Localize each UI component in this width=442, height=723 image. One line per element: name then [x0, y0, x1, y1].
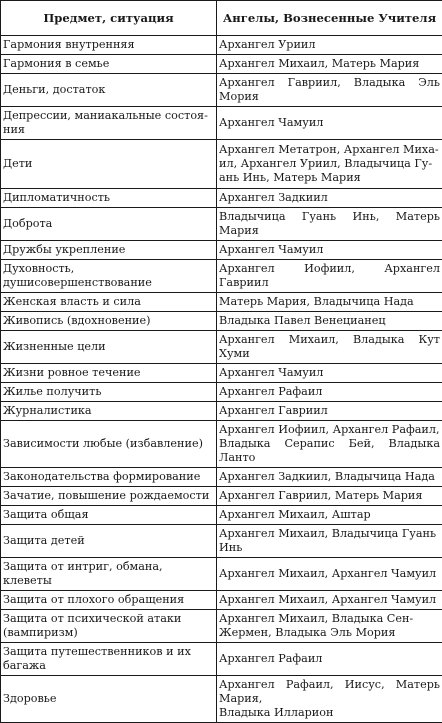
table-row: [1, 140, 442, 189]
topic-cell: [1, 525, 217, 558]
helpers-text: Архангел Михаил, Матерь Мария: [219, 57, 440, 71]
table-row: [1, 525, 442, 558]
topic-text: Дети: [3, 157, 214, 171]
topic-cell: [1, 331, 217, 364]
table-row: [1, 107, 442, 140]
topic-cell: [1, 421, 217, 468]
helpers-cell: [217, 140, 442, 189]
topic-text: Защита от плохого обращения: [3, 593, 214, 607]
table-row: [1, 260, 442, 293]
topic-text: Здоровье: [3, 692, 214, 706]
topic-text: Жизни ровное течение: [3, 366, 214, 380]
helpers-cell: [217, 610, 442, 643]
helpers-cell: [217, 107, 442, 140]
topic-text: Законодательства формирование: [3, 470, 214, 484]
topic-text: Живопись (вдохновение): [3, 314, 214, 328]
topic-cell: [1, 591, 217, 610]
helpers-text: Архангел Рафаил: [219, 652, 440, 666]
table-row: [1, 55, 442, 74]
topic-text: Гармония внутренняя: [3, 38, 214, 52]
table-row: [1, 558, 442, 591]
table-row: [1, 421, 442, 468]
topic-text: Защита путешественников и их багажа: [3, 645, 214, 673]
topic-text: Деньги, достаток: [3, 83, 214, 97]
table-row: [1, 293, 442, 312]
topic-cell: [1, 241, 217, 260]
topic-text: Зависимости любые (избавление): [3, 437, 214, 451]
helpers-text: Архангел Михаил, Владычица Гуань Инь: [219, 527, 440, 555]
topic-cell: [1, 36, 217, 55]
topic-text: Дружбы укрепление: [3, 243, 214, 257]
table-row: [1, 189, 442, 208]
topic-text: Зачатие, повышение рождаемости: [3, 489, 214, 503]
topic-cell: [1, 189, 217, 208]
topic-text: Дипломатичность: [3, 191, 214, 205]
table-row: [1, 591, 442, 610]
helpers-text: Архангел Задкиил: [219, 191, 440, 205]
helpers-text: Архангел Гавриил, Владыка Эль Мория: [219, 76, 440, 104]
helpers-text: Архангел Рафаил: [219, 385, 440, 399]
helpers-cell: [217, 36, 442, 55]
helpers-text: Матерь Мария, Владычица Нада: [219, 295, 440, 309]
topic-text: Защита детей: [3, 534, 214, 548]
topic-cell: [1, 643, 217, 676]
table-row: [1, 312, 442, 331]
table-row: [1, 610, 442, 643]
helpers-text: Архангел Гавриил, Матерь Мария: [219, 489, 440, 503]
helpers-cell: [217, 55, 442, 74]
table-row: [1, 643, 442, 676]
topic-cell: [1, 487, 217, 506]
table-row: [1, 468, 442, 487]
table-row: [1, 241, 442, 260]
header-helpers: Ангелы, Вознесенные Учителя: [217, 1, 442, 36]
helpers-cell: [217, 643, 442, 676]
helpers-cell: [217, 241, 442, 260]
header-row: [1, 1, 442, 36]
helpers-cell: [217, 468, 442, 487]
helpers-cell: [217, 487, 442, 506]
table-row: [1, 74, 442, 107]
topic-cell: [1, 383, 217, 402]
topic-cell: [1, 74, 217, 107]
table-row: [1, 676, 442, 723]
topic-cell: [1, 107, 217, 140]
helpers-cell: [217, 260, 442, 293]
helpers-text: Архангел Михаил, Архангел Чамуил: [219, 567, 440, 581]
helpers-text: Архангел Иофиил, Архангел Гавриил: [219, 262, 440, 290]
helpers-text: Архангел Михаил, Владыка Кут Хуми: [219, 333, 440, 361]
topic-text: Жизненные цели: [3, 340, 214, 354]
table-row: [1, 208, 442, 241]
topic-cell: [1, 364, 217, 383]
helpers-cell: [217, 558, 442, 591]
helpers-cell: [217, 208, 442, 241]
topic-text: Духовность, душисовершенствование: [3, 262, 214, 290]
topic-cell: [1, 140, 217, 189]
helpers-cell: [217, 525, 442, 558]
helpers-text: Архангел Чамуил: [219, 243, 440, 257]
helpers-cell: [217, 506, 442, 525]
helpers-text: Архангел Иофиил, Архангел Рафаил, Владыка Серапис Бей, Владыка Ланто: [219, 423, 440, 465]
topic-text: Женская власть и сила: [3, 295, 214, 309]
helpers-text: Владычица Гуань Инь, Матерь Мария: [219, 210, 440, 238]
topic-text: Защита от психической атаки (вампиризм): [3, 612, 214, 640]
topic-cell: [1, 402, 217, 421]
helpers-cell: [217, 312, 442, 331]
helpers-text: Архангел Чамуил: [219, 366, 440, 380]
topic-cell: [1, 55, 217, 74]
table-row: [1, 506, 442, 525]
topic-text: Доброта: [3, 217, 214, 231]
header-topic: Предмет, ситуация: [1, 1, 217, 36]
helpers-text: Архангел Уриил: [219, 38, 440, 52]
topic-text: Защита общая: [3, 508, 214, 522]
topic-cell: [1, 558, 217, 591]
topic-cell: [1, 468, 217, 487]
helpers-cell: [217, 591, 442, 610]
helpers-text: Архангел Чамуил: [219, 116, 440, 130]
helpers-text: Архангел Задкиил, Владычица Нада: [219, 470, 440, 484]
topic-text: Жилье получить: [3, 385, 214, 399]
helpers-cell: [217, 676, 442, 723]
topic-cell: [1, 293, 217, 312]
helpers-text: Архангел Михаил, Владыка Сен- Жермен, Владыка Эль Мория: [219, 612, 440, 640]
topic-cell: [1, 208, 217, 241]
helpers-text: Архангел Рафаил, Иисус, Матерь Мария, Владыка Илларион: [219, 678, 440, 720]
helpers-cell: [217, 189, 442, 208]
helpers-cell: [217, 331, 442, 364]
helpers-cell: [217, 383, 442, 402]
helpers-text: Владыка Павел Венецианец: [219, 314, 440, 328]
table-body: [1, 36, 442, 723]
helpers-cell: [217, 421, 442, 468]
topic-cell: [1, 260, 217, 293]
topic-text: Защита от интриг, обмана, клеветы: [3, 560, 214, 588]
table-row: [1, 364, 442, 383]
helpers-text: Архангел Михаил, Архангел Чамуил: [219, 593, 440, 607]
table-row: [1, 402, 442, 421]
helpers-text: Архангел Михаил, Аштар: [219, 508, 440, 522]
helpers-cell: [217, 364, 442, 383]
topic-cell: [1, 676, 217, 723]
topic-text: Депрессии, маниакальные состоя- ния: [3, 109, 214, 137]
helpers-text: Архангел Гавриил: [219, 404, 440, 418]
table-row: [1, 383, 442, 402]
topic-text: Журналистика: [3, 404, 214, 418]
helpers-cell: [217, 293, 442, 312]
helpers-cell: [217, 74, 442, 107]
helpers-cell: [217, 402, 442, 421]
table-row: [1, 36, 442, 55]
topic-cell: [1, 506, 217, 525]
topic-text: Гармония в семье: [3, 57, 214, 71]
topic-cell: [1, 312, 217, 331]
helpers-text: Архангел Метатрон, Архангел Миха- ил, Архангел Уриил, Владычица Гу- ань Инь, Матерь Мария: [219, 143, 440, 185]
table-row: [1, 487, 442, 506]
topic-cell: [1, 610, 217, 643]
table-row: [1, 331, 442, 364]
